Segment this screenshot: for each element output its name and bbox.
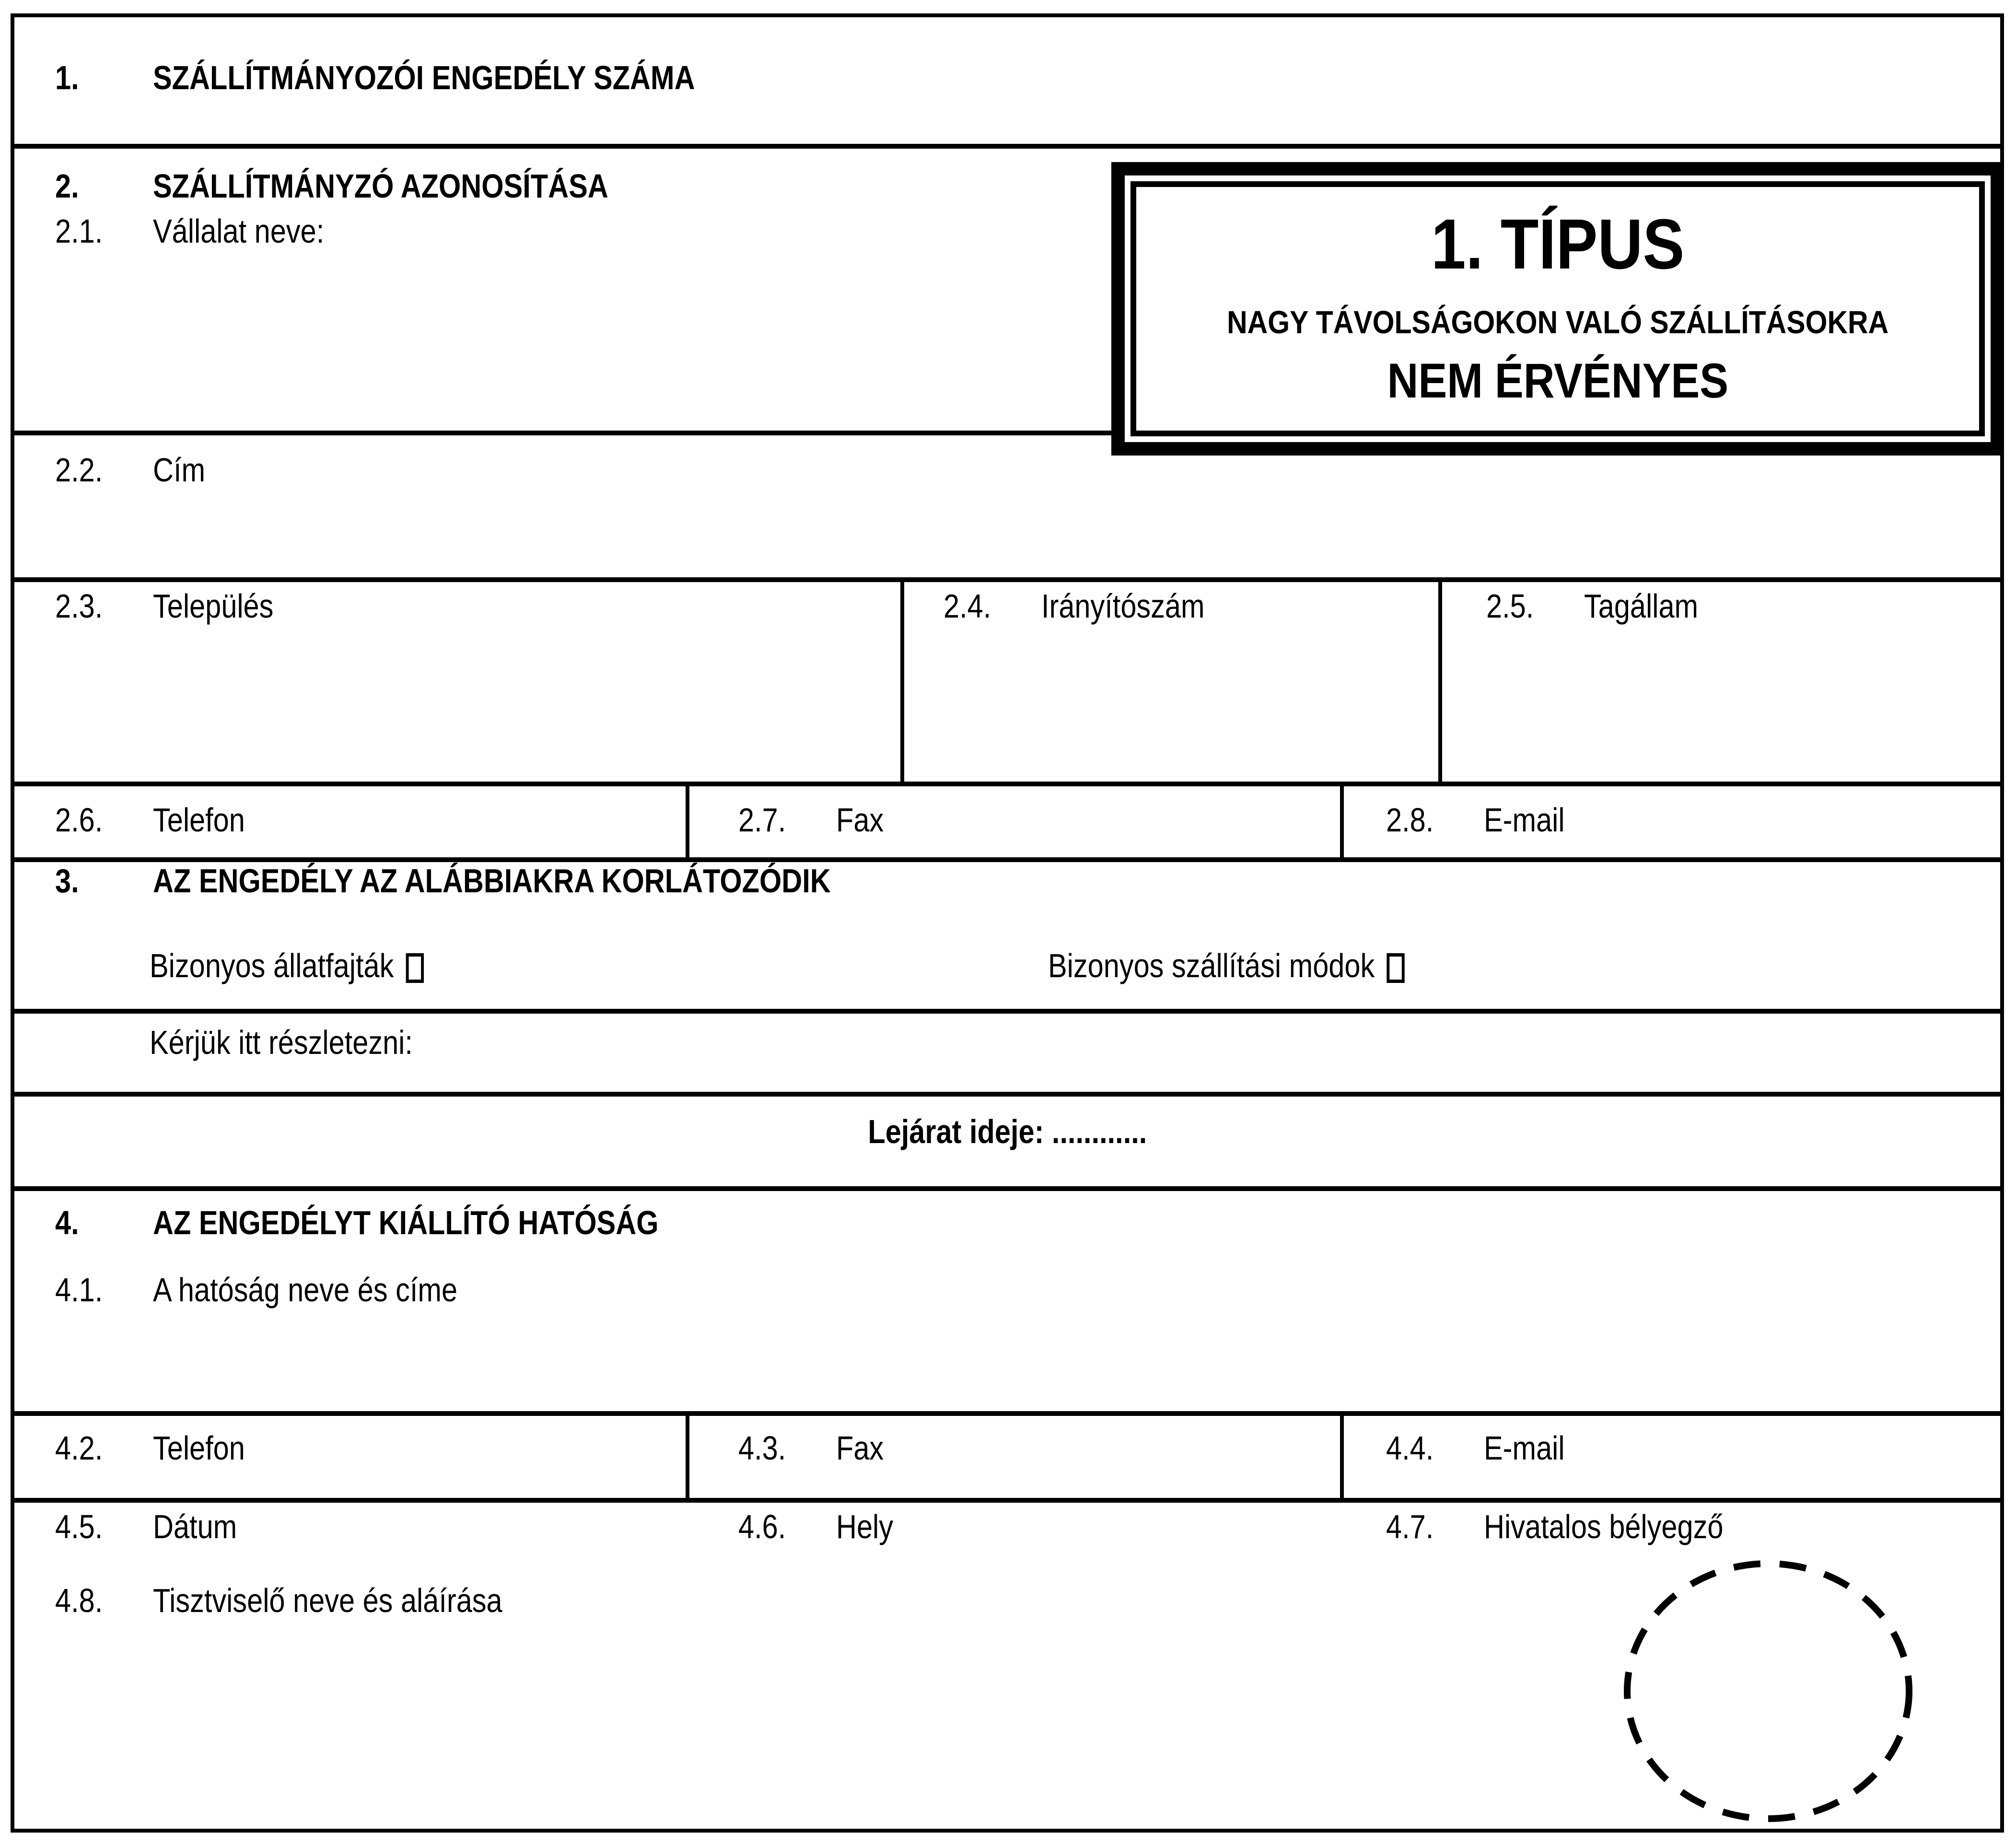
row-divider (11, 1009, 2004, 1014)
column-divider (1438, 582, 1442, 782)
field-number: 2.2. (55, 451, 103, 489)
field-label: Dátum (153, 1508, 237, 1545)
section3-number: 3. (55, 862, 79, 900)
field-label: Vállalat neve: (153, 212, 325, 250)
field-number: 2.4. (944, 587, 991, 625)
section1-heading (55, 58, 808, 98)
detail-prompt (150, 1022, 459, 1063)
field-label: Cím (153, 451, 206, 489)
field-company-name (55, 211, 372, 251)
field-number: 2.5. (1486, 587, 1534, 625)
field-officer-signature (55, 1580, 581, 1621)
field-number: 2.3. (55, 587, 103, 625)
field-fax (738, 800, 909, 840)
row-divider (11, 1186, 2004, 1191)
field-official-stamp (1386, 1507, 1783, 1547)
field-label: Tagállam (1584, 587, 1699, 625)
field-authority-fax (738, 1428, 909, 1468)
type1-stamp-box (1111, 162, 2004, 456)
type1-stamp-box-inner-frame (1130, 181, 1985, 436)
field-number: 2.6. (55, 801, 103, 839)
official-stamp-placeholder-icon (1620, 1556, 1916, 1826)
field-number: 4.6. (738, 1508, 786, 1545)
transport-mode-restriction-option (1048, 946, 1468, 986)
row-divider (11, 144, 2004, 149)
species-checkbox-label: Bizonyos állatfajták (150, 947, 394, 984)
field-city (55, 586, 312, 626)
field-date (55, 1507, 269, 1547)
field-email (1386, 800, 1596, 840)
section2-heading (55, 166, 706, 206)
field-authority-email (1386, 1428, 1596, 1468)
field-label: Fax (836, 801, 884, 839)
section2-number: 2. (55, 167, 79, 205)
column-divider (686, 1416, 689, 1498)
field-label: E-mail (1484, 801, 1565, 839)
field-number: 4.4. (1386, 1429, 1434, 1467)
row-divider (11, 1092, 2004, 1097)
field-label: Tisztviselő neve és aláírása (153, 1582, 502, 1619)
field-authority-phone (55, 1428, 279, 1468)
section4-title: AZ ENGEDÉLYT KIÁLLÍTÓ HATÓSÁG (153, 1204, 659, 1241)
field-label: Település (153, 587, 274, 625)
section4-heading (55, 1203, 765, 1243)
type-box-title: 1. TÍPUS (1431, 205, 1685, 284)
row-divider (11, 1411, 2004, 1416)
type-box-subtitle: NAGY TÁVOLSÁGOKON VALÓ SZÁLLÍTÁSOKRA (1226, 304, 1889, 340)
field-authority-name (55, 1270, 528, 1310)
row-divider (11, 782, 2004, 786)
column-divider (1340, 1416, 1344, 1498)
field-label: Hivatalos bélyegző (1484, 1508, 1724, 1545)
field-member-state (1486, 586, 1736, 626)
section1-title: SZÁLLÍTMÁNYOZÓI ENGEDÉLY SZÁMA (153, 59, 695, 96)
column-divider (900, 582, 904, 782)
section3-heading (55, 861, 967, 901)
type-box-status: NEM ÉRVÉNYES (1387, 353, 1728, 408)
species-restriction-option (150, 946, 472, 986)
field-number: 2.8. (1386, 801, 1434, 839)
field-label: Telefon (153, 1429, 245, 1467)
field-number: 4.1. (55, 1271, 103, 1309)
column-divider (1340, 786, 1344, 857)
section3-title: AZ ENGEDÉLY AZ ALÁBBIAKRA KORLÁTOZÓDIK (153, 862, 831, 900)
row-divider (11, 577, 2004, 582)
field-number: 4.3. (738, 1429, 786, 1467)
expiry-label: Lejárat ideje: ............ (868, 1113, 1147, 1150)
field-label: Telefon (153, 801, 245, 839)
field-phone (55, 800, 279, 840)
field-number: 2.1. (55, 212, 103, 250)
section1-number: 1. (55, 59, 79, 96)
expiry-line (11, 1111, 2004, 1152)
column-divider (686, 786, 689, 857)
field-number: 4.8. (55, 1582, 103, 1619)
field-label: Irányítószám (1041, 587, 1205, 625)
detail-prompt-label: Kérjük itt részletezni: (150, 1024, 413, 1061)
section4-number: 4. (55, 1204, 79, 1241)
field-label: E-mail (1484, 1429, 1565, 1467)
field-number: 4.5. (55, 1508, 103, 1545)
field-place (738, 1507, 921, 1547)
field-address (55, 450, 232, 490)
row-divider (11, 1498, 2004, 1503)
section2-title: SZÁLLÍTMÁNYZÓ AZONOSÍTÁSA (153, 167, 608, 205)
transport-checkbox-label: Bizonyos szállítási módok (1048, 947, 1375, 984)
species-checkbox[interactable] (406, 953, 424, 983)
field-number: 4.2. (55, 1429, 103, 1467)
field-label: Fax (836, 1429, 884, 1467)
field-number: 2.7. (738, 801, 786, 839)
field-label: A hatóság neve és címe (153, 1271, 458, 1309)
transport-modes-checkbox[interactable] (1387, 953, 1405, 983)
field-postcode (944, 586, 1251, 626)
field-label: Hely (836, 1508, 894, 1545)
field-number: 4.7. (1386, 1508, 1434, 1545)
